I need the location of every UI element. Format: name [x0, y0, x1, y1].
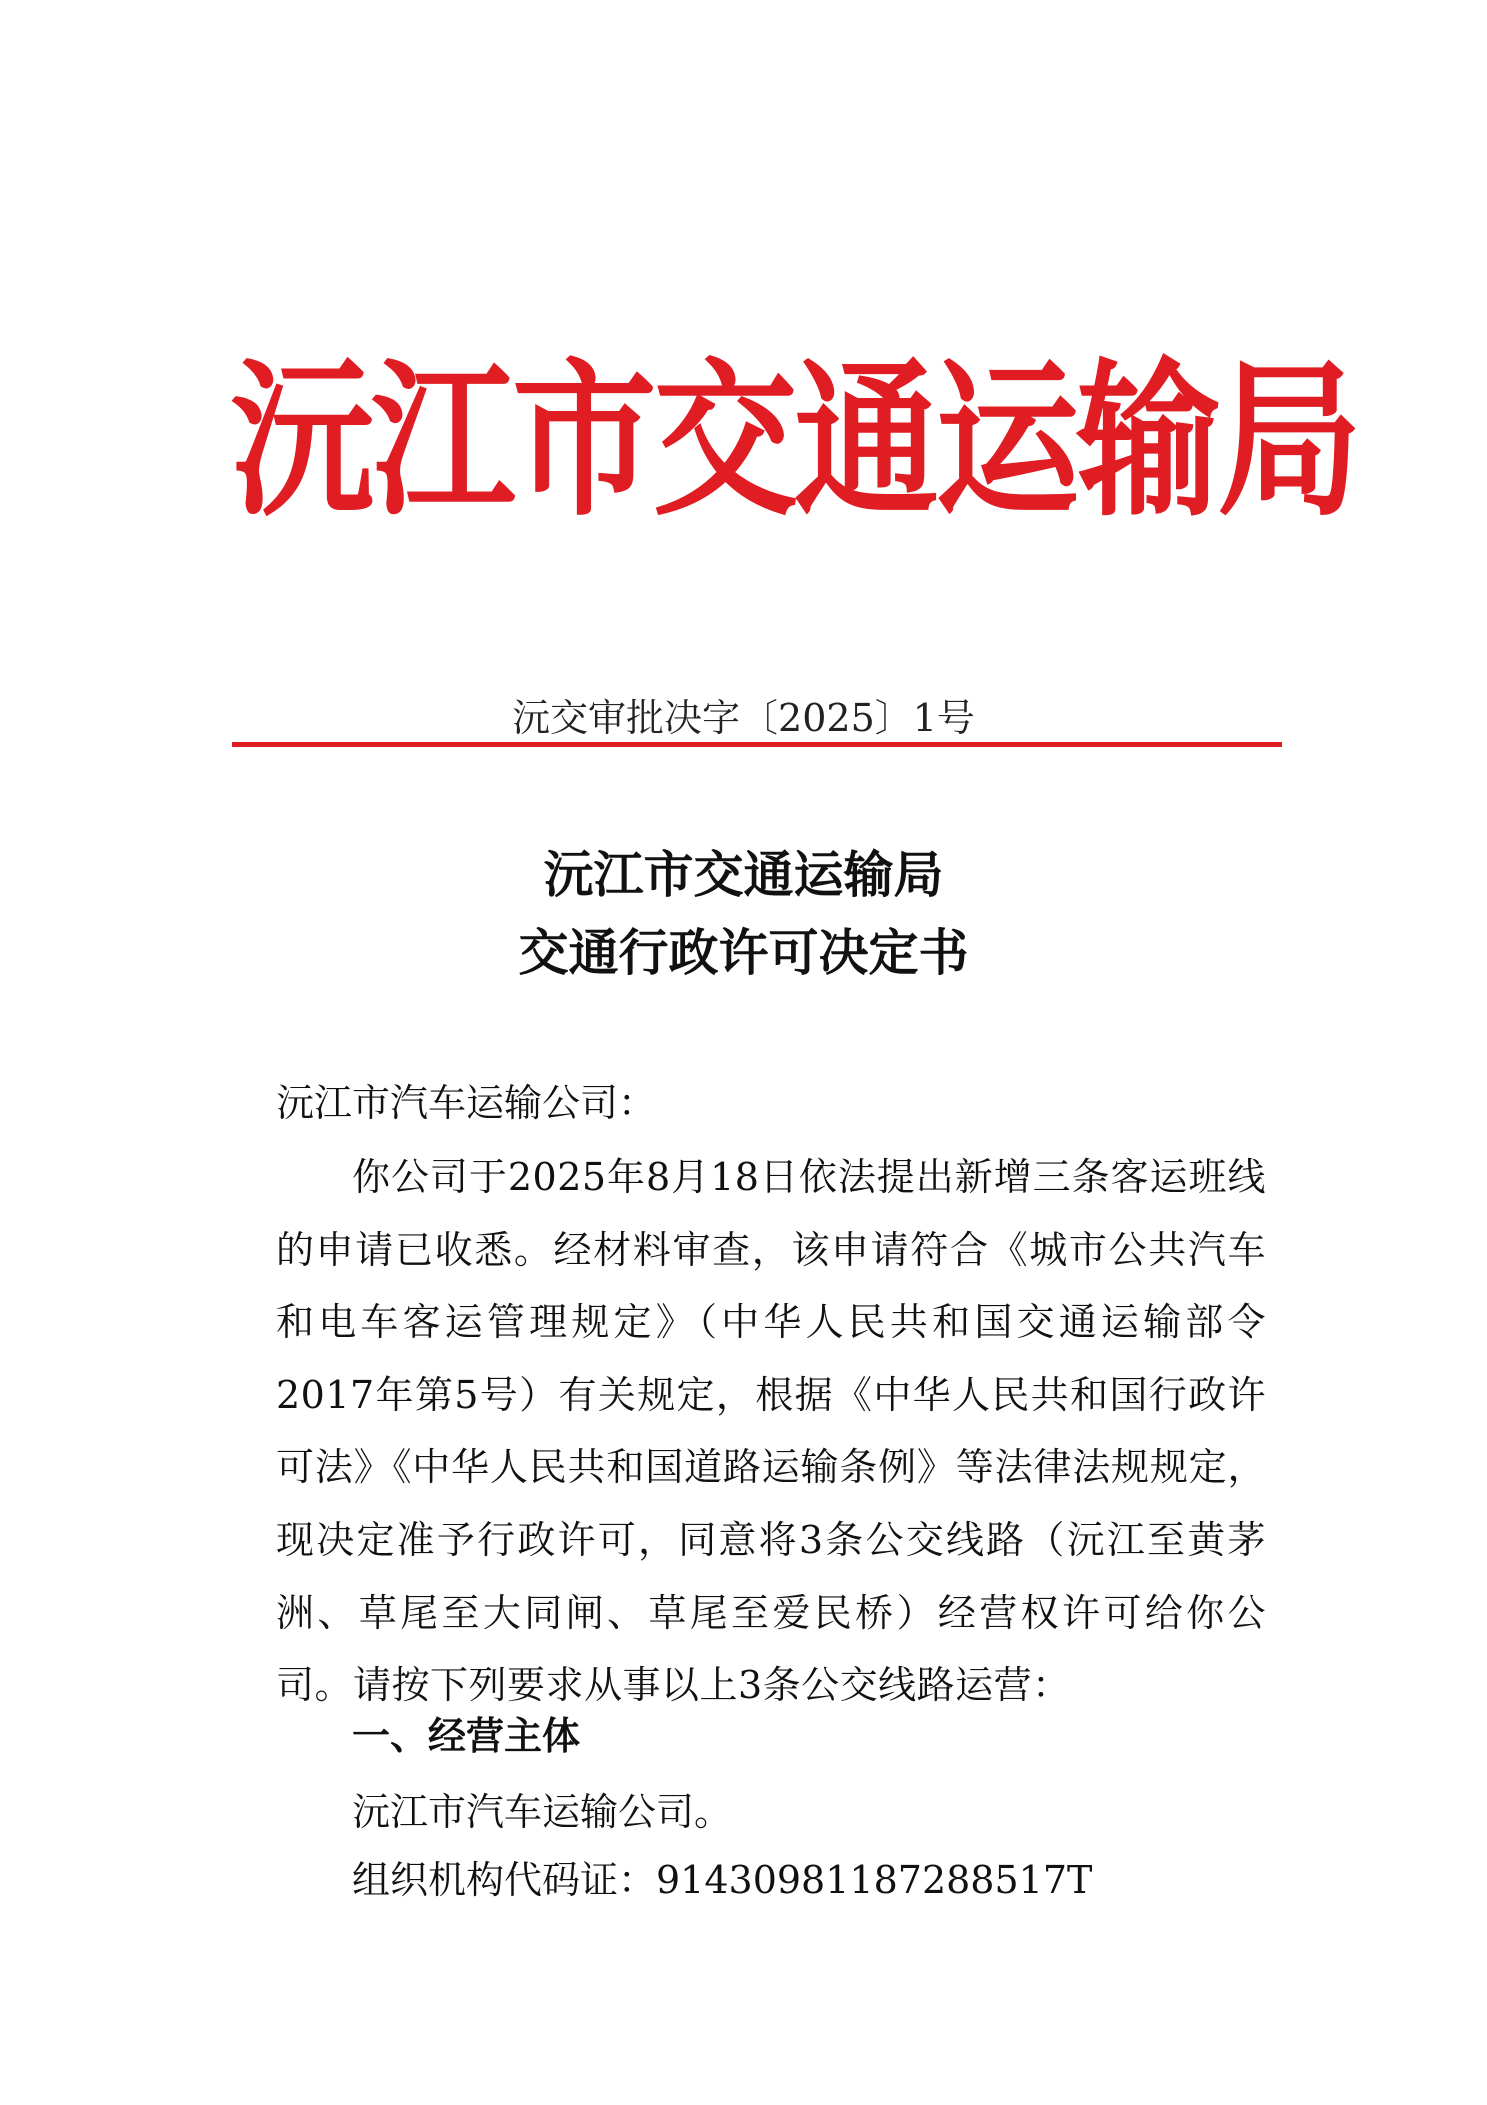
operator-name: 沅江市汽车运输公司。 [352, 1790, 733, 1834]
addressee: 沅江市汽车运输公司： [276, 1081, 657, 1125]
section-heading-operator: 一、经营主体 [352, 1714, 581, 1758]
document-number: 沅交审批决字〔2025〕1号 [512, 696, 975, 740]
document-title-type: 交通行政许可决定书 [518, 923, 969, 982]
red-divider-line [232, 742, 1282, 747]
organization-code: 组织机构代码证：91430981187288517T [352, 1858, 1093, 1902]
issuer-masthead: 沅江市交通运输局 [230, 341, 1359, 539]
decision-paragraph: 你公司于2025年8月18日依法提出新增三条客运班线的申请已收悉。经材料审查，该申请符合《城市公共汽车和电车客运管理规定》（中华人民共和国交通运输部令2017年第5号）有关规定，根据《中华人民共和国行政许可法》《中华人民共和国道路运输条例》等法律法规规定，现决定准予行政许可，同意将3条公交线路（沅江至黄茅洲、草尾至大同闸、草尾至爱民桥）经营权许可给你公司。请按下列要求从事以上3条公交线路运营： [276, 1155, 1266, 1708]
document-title-issuer: 沅江市交通运输局 [543, 845, 944, 904]
